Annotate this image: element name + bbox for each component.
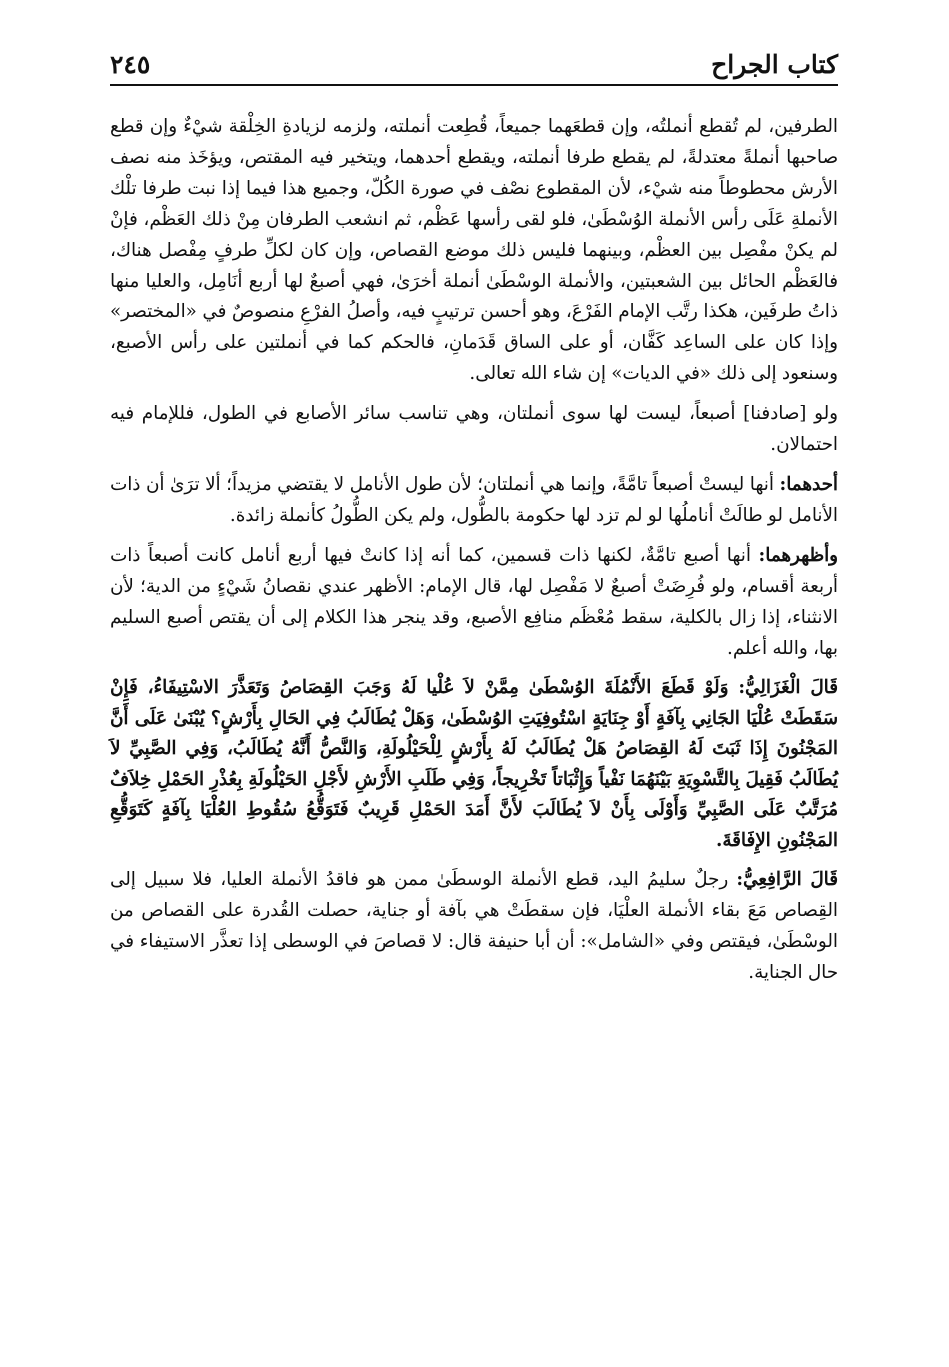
paragraph-text: وَلَوْ قَطَعَ الأَنْمُلَةَ الوُسْطَىٰ مِمَّنْ لاَ عُلْيا لَهُ وَجَبَ القِصَاصُ وَتَعَذَّرَ الاسْتِيفَاءُ، فَإِنْ سَقَطَتْ عُلْيَا الجَانِي بِآفَةٍ أَوْ جِنَايَةٍ اسْتُوفِيَتِ الوُسْطَىٰ، وَهَلْ يُطَالَبُ فِي الحَالِ بِأَرْشٍ؟ يُبْنَىٰ عَلَى أَنَّ المَجْنُونَ إِذَا ثَبَتَ لَهُ القِصَاصُ هَلْ يُطَالَبُ لَهُ بِأَرْشٍ لِلْحَيْلُولَةِ، وَالنَّصُّ أَنَّهُ يُطَالَبُ، وَفِي الصَّبِيِّ لاَ يُطَالَبُ فَقِيلَ بِالتَّسْوِيَةِ بَيْنَهُمَا نَفْياً وَإِثْبَاتاً تَخْرِيجاً، وَفِي طَلَبِ الأَرْشِ لأَجْلِ الحَيْلُولَةِ بِعُذْرِ الحَمْلِ خِلاَفٌ مُرَتَّبٌ عَلَى الصَّبِيِّ وَأَوْلَى بِأَنْ لاَ يُطَالَبَ لأَنَّ أَمَدَ الحَمْلِ قَرِيبٌ فَتَوَقُّعُ سُقُوطِ العُلْيَا بِآفَةٍ كَتَوَقُّعِ المَجْنُونِ الإِفَاقَةَ. xyxy=(110,677,838,851)
paragraph-4 xyxy=(110,541,838,665)
rafii-commentary xyxy=(110,865,838,989)
ghazali-text xyxy=(110,673,838,856)
page-body xyxy=(110,112,838,998)
paragraph-lead: أحدهما: xyxy=(779,473,838,495)
paragraph-text: الطرفين، لم تُقطع أنملتُه، وإن قطعَهما جميعاً، قُطِعت أنملته، ولزمه لزيادةِ الخِلْقة شيْءٌ وإن قطع صاحبها أنملةً معتدلةً، لم يقطع طرفا أنملته، ويقطع أحدهما، ويتخير فيه المقتص، ويؤخَذ منه نصف الأرش محطوطاً منه شيْء، لأن المقطوع نصْف في صورة الكُلّ، وجميع هذا فيما إذا نبت طرفا تلْك الأنملةِ عَلَى رأس الأنملة الوُسْطَىٰ، فلو لقى رأسها عَظْم، ثم انشعب الطرفان مِنْ ذلك العَظْم، فإنْ لم يكنْ مفْصِل بين العظْم، وبينهما فليس ذلك موضع القصاص، وإن كان لكلِّ طرفٍ مِفْصل هناك، فالعَظْم الحائل بين الشعبتين، والأنملة الوسْطَىٰ أنملة أخرَىٰ، فهي أصبعٌ لها أربع أنَامِل، والعليا منها ذاتُ طرفَين، هكذا رتَّب الإمام الفَرْعَ، وهو أحسن ترتيبٍ فيه، وأصلُ الفرْعِ منصوصٌ في «المختصر» وإذا كان على الساعِد كَفَّان، أو على الساق قَدَمانِ، فالحكم كما في أنملتين على رأس الأصبع، وسنعود إلى ذلك «في الديات» إن شاء الله تعالى. xyxy=(110,116,838,385)
paragraph-text: رجلٌ سليمُ اليد، قطع الأنملة الوسطَىٰ ممن هو فاقدُ الأنملة العليا، فلا سبيل إلى القِصاص مَعَ بقاء الأنملة العلْيَا، فإن سقطَتْ هي بآفة أو جناية، حصلت القُدرة على القصاص من الوسْطَىٰ، فيقتص وفي «الشامل»: أن أبا حنيفة قال: لا قصاصَ في الوسطى إذا تعذَّر الاستيفاء في حال الجناية. xyxy=(110,869,838,984)
paragraph-lead: وأظهرهما: xyxy=(758,544,838,566)
running-title: كتاب الجراح xyxy=(711,50,838,79)
paragraph-3 xyxy=(110,470,838,532)
paragraph-lead: قَالَ الرَّافِعِيُّ: xyxy=(736,869,838,891)
page-header xyxy=(110,44,838,86)
paragraph-text: أنها أصبع تامَّةٌ، لكنها ذات قسمين، كما أنه إذا كانتْ فيها أربع أنامل كانت أصبعاً ذات أربعة أقسام، ولو فُرِضَتْ أصبعٌ لا مَفْصِل لها، قال الإمام: الأظهر عندي نقصانُ شَيْءٍ من الدية؛ لأن الانثناء، إذا زال بالكلية، سقط مُعْظَم منافِع الأصبع، وقد ينجر هذا الكلام إلى أن يقتص أصبع السليم بها، والله أعلم. xyxy=(110,544,838,659)
paragraph-lead: قَالَ الْغَزَالِيُّ: xyxy=(738,677,838,699)
paragraph-2 xyxy=(110,399,838,461)
paragraph-1 xyxy=(110,112,838,390)
page-number: ٢٤٥ xyxy=(110,50,151,79)
paragraph-text: ولو [صادفنا] أصبعاً، ليست لها سوى أنملتان، وهي تناسب سائر الأصابع في الطول، فللإمام فيه احتمالان. xyxy=(110,403,838,456)
paragraph-text: أنها ليستْ أصبعاً تامَّةً، وإنما هي أنملتان؛ لأن طول الأنامل لا يقتضي مزيداً؛ ألا ترَىٰ أن ذات الأنامل لو طالَتْ أناملُها لو لم تزد لها حكومة بالطُّول، ولم يكن الطُّولُ كأنملة زائدة. xyxy=(110,473,838,526)
